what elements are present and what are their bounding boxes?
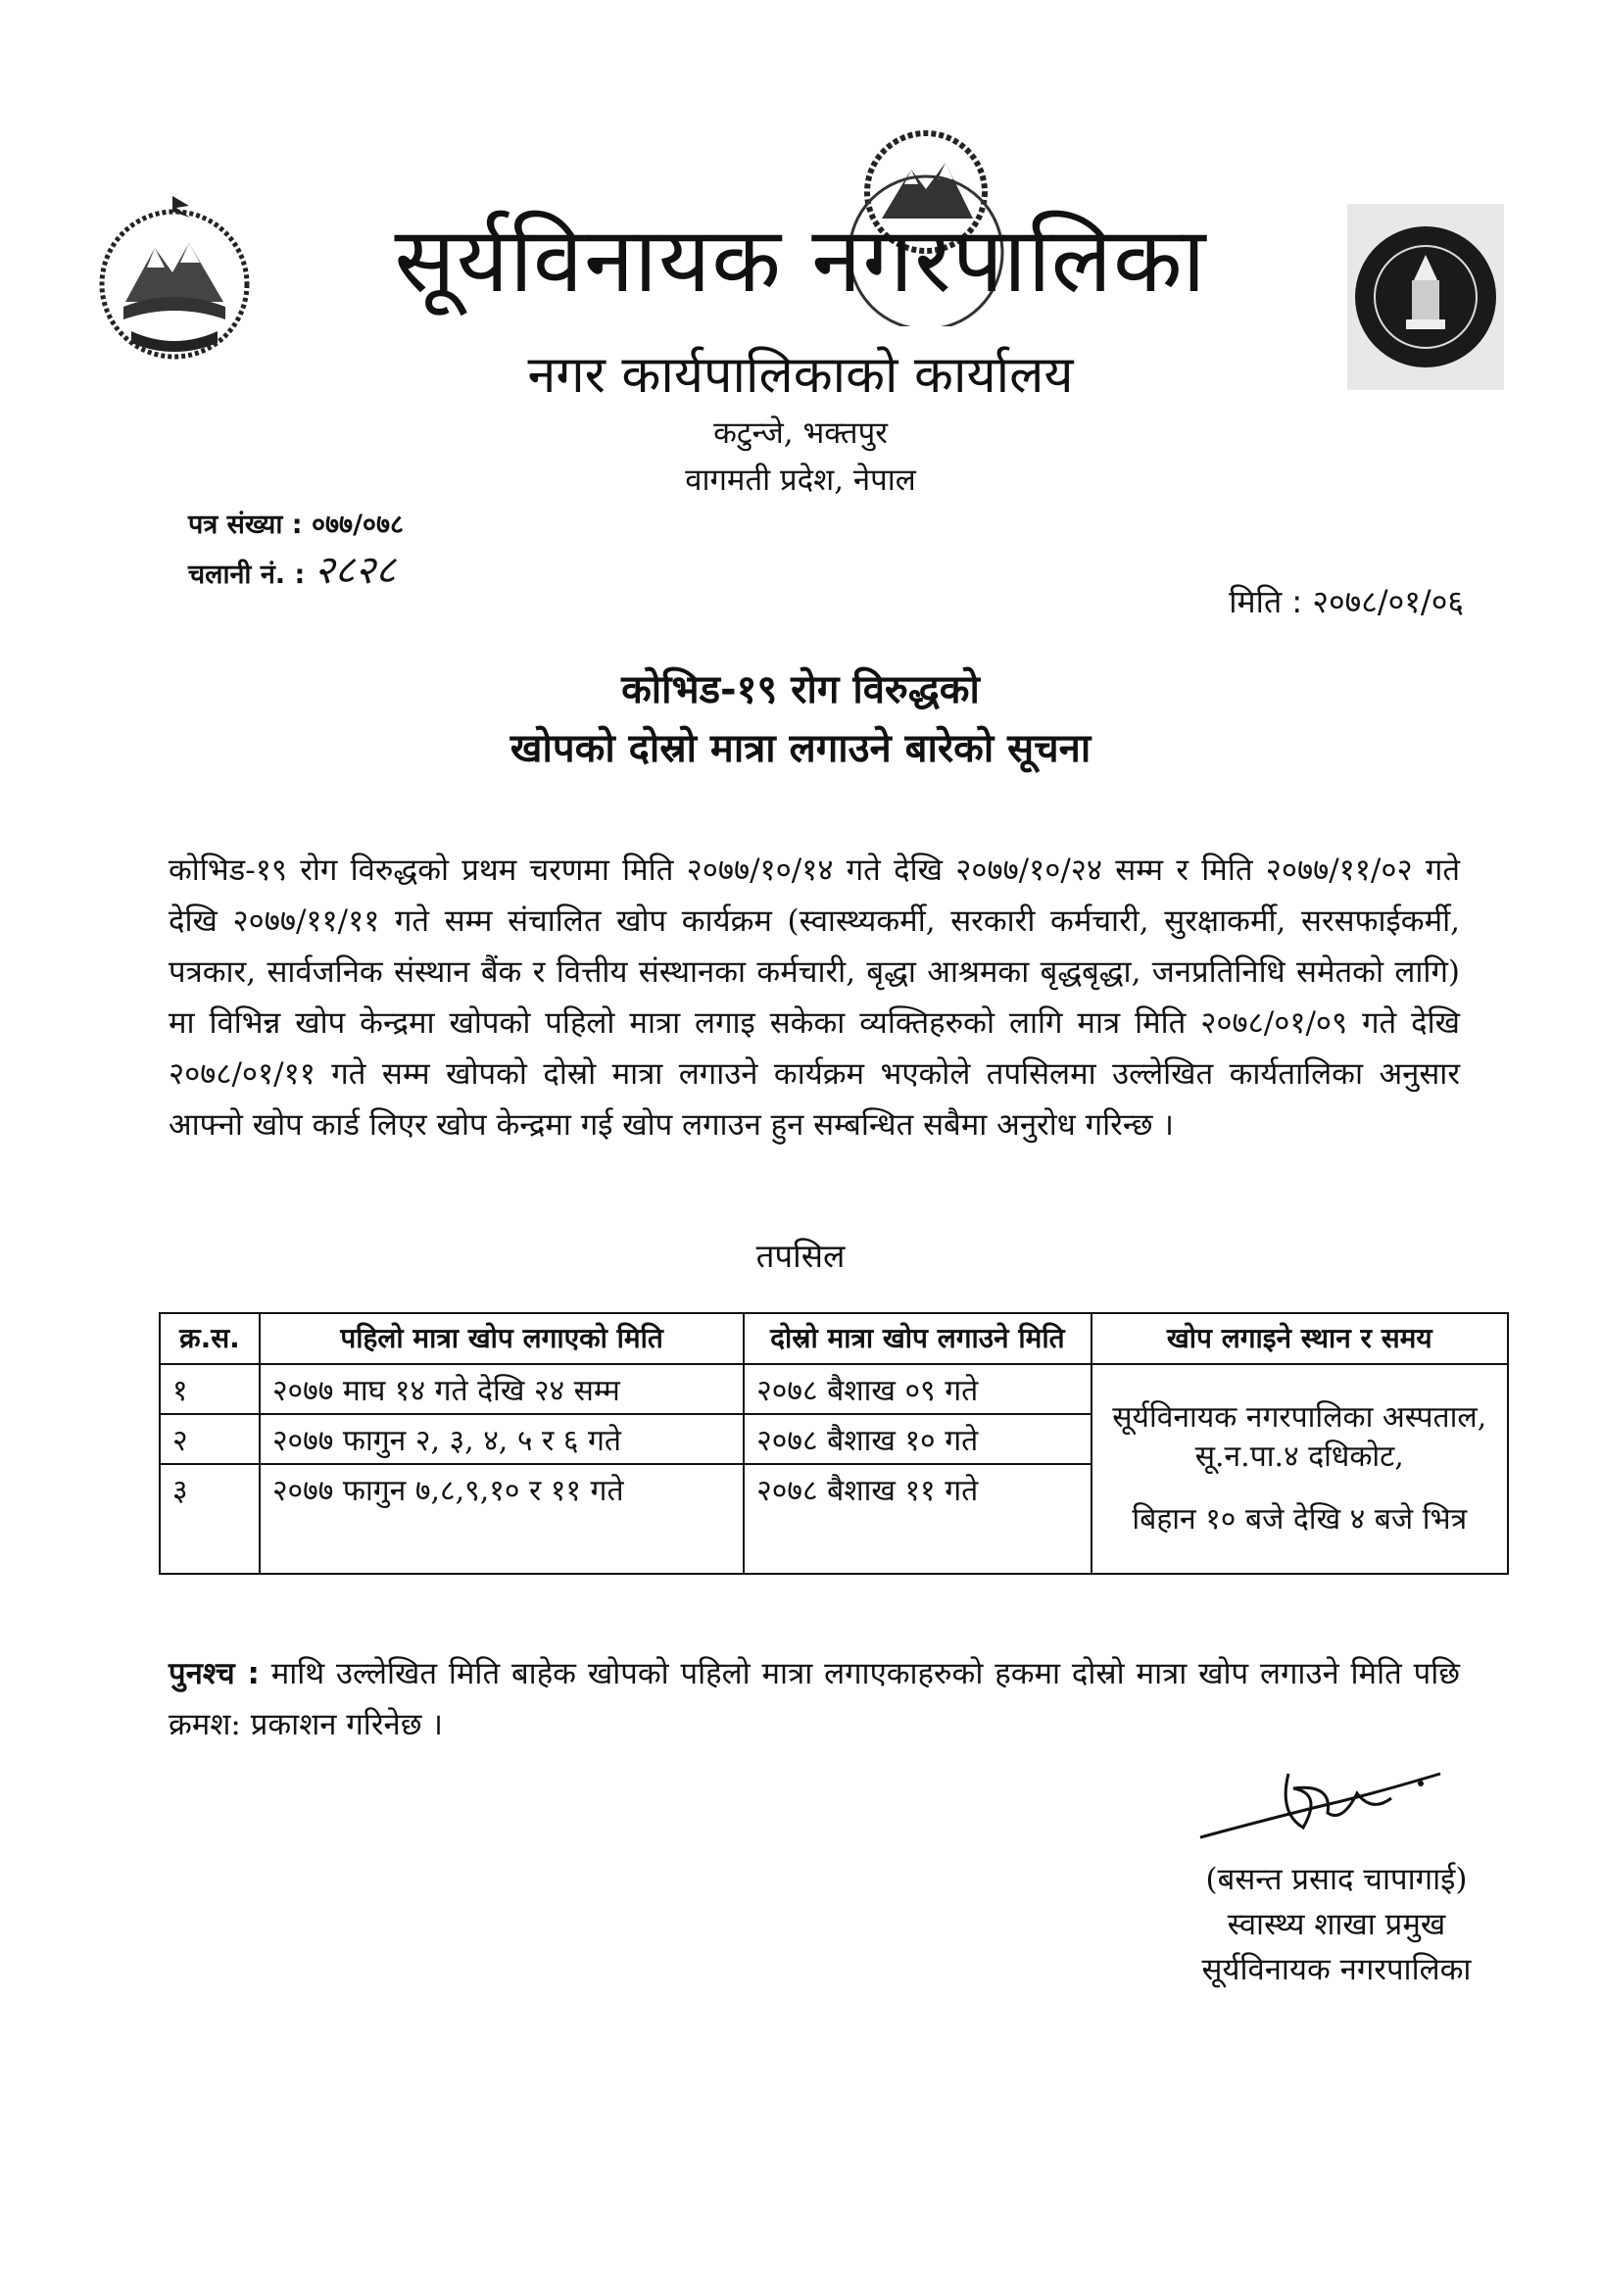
letter-number-value: : ०७७/०७८: [291, 510, 405, 540]
row-second-dose: २०७८ बैशाख १० गते: [744, 1414, 1091, 1464]
letter-number: [188, 505, 404, 541]
postscript-text: माथि उल्लेखित मिति बाहेक खोपको पहिलो मात्रा लगाएकाहरुको हकमा दोस्रो मात्रा खोप लगाउने मिति पछि क्रमश: प्रकाशन गरिनेछ ।: [169, 1656, 1460, 1742]
subject-line-1: कोभिड-१९ रोग विरुद्धको: [621, 667, 980, 712]
signatory-title: स्वास्थ्य शाखा प्रमुख: [1227, 1907, 1446, 1942]
vaccination-place: सूर्यविनायक नगरपालिका अस्पताल, सू.न.पा.४ दधिकोट,: [1112, 1400, 1487, 1474]
date-label: मिति :: [1229, 583, 1303, 620]
notice-body: कोभिड-१९ रोग विरुद्धको प्रथम चरणमा मिति २०७७/१०/१४ गते देखि २०७७/१०/२४ सम्म र मिति २०७७/११/०२ गते देखि २०७७/११/११ गते सम्म संचालित खोप कार्यक्रम (स्वास्थ्यकर्मी, सरकारी कर्मचारी, सुरक्षाकर्मी, सरसफाईकर्मी, पत्रकार, सार्वजनिक संस्थान बैंक र वित्तीय संस्थानका कर्मचारी, बृद्धा आश्रमका बृद्धबृद्धा, जनप्रतिनिधि समेतको लागि) मा विभिन्न खोप केन्द्रमा खोपको पहिलो मात्रा लगाइ सकेका व्यक्तिहरुको लागि मात्र मिति २०७८/०१/०९ गते देखि २०७८/०१/११ गते सम्म खोपको दोस्रो मात्रा लगाउने कार्यक्रम भएकोले तपसिलमा उल्लेखित कार्यतालिका अनुसार आफ्नो खोप कार्ड लिएर खोप केन्द्रमा गई खोप लगाउन हुन सम्बन्धित सबैमा अनुरोध गरिन्छ ।: [169, 853, 1460, 1143]
letter-date: [1229, 580, 1464, 622]
signatory-name: (बसन्त प्रसाद चापागाई): [1205, 1862, 1468, 1897]
row-sn: १: [160, 1364, 260, 1414]
table-header-row: [160, 1313, 1508, 1364]
signatory-office: सूर्यविनायक नगरपालिका: [1201, 1952, 1472, 1987]
col-header-second-dose: दोस्रो मात्रा खोप लगाउने मिति: [744, 1313, 1091, 1364]
row-second-dose: २०७८ बैशाख ०९ गते: [744, 1364, 1091, 1414]
row-sn: ३: [160, 1464, 260, 1574]
row-first-dose: २०७७ फागुन २, ३, ४, ५ र ६ गते: [260, 1414, 744, 1464]
address-line-2: वागमती प्रदेश, नेपाल: [685, 463, 916, 498]
row-sn: २: [160, 1414, 260, 1464]
address-line-1: कटुन्जे, भक्तपुर: [713, 415, 888, 451]
signature-icon: [1195, 1754, 1450, 1856]
dispatch-number-label: चलानी नं. :: [188, 560, 306, 590]
row-first-dose: २०७७ फागुन ७,८,९,१० र ११ गते: [260, 1464, 744, 1574]
place-time-cell: [1092, 1364, 1508, 1574]
office-subtitle: नगर कार्यपालिकाको कार्यालय: [527, 346, 1074, 405]
schedule-table: [159, 1312, 1509, 1575]
letter-number-label: पत्र संख्या: [188, 510, 283, 540]
vaccination-time: बिहान १० बजे देखि ४ बजे भित्र: [1132, 1502, 1468, 1537]
row-first-dose: २०७७ माघ १४ गते देखि २४ सम्म: [260, 1364, 744, 1414]
schedule-heading: तपसिल: [755, 1237, 846, 1275]
municipality-title: सूर्यविनायक नगरपालिका: [394, 208, 1207, 313]
col-header-first-dose: पहिलो मात्रा खोप लगाएको मिति: [260, 1313, 744, 1364]
date-value: २०७८/०१/०६: [1312, 583, 1464, 620]
table-row: [160, 1364, 1508, 1414]
postscript: [169, 1648, 1460, 1750]
row-second-dose: २०७८ बैशाख ११ गते: [744, 1464, 1091, 1574]
col-header-sn: क्र.स.: [160, 1313, 260, 1364]
postscript-label: पुनश्च :: [169, 1656, 260, 1691]
dispatch-number-value: २८२८: [314, 548, 396, 593]
subject-line-2: खोपको दोस्रो मात्रा लगाउने बारेको सूचना: [509, 726, 1092, 771]
col-header-place-time: खोप लगाइने स्थान र समय: [1092, 1313, 1508, 1364]
dispatch-number: [188, 541, 396, 595]
